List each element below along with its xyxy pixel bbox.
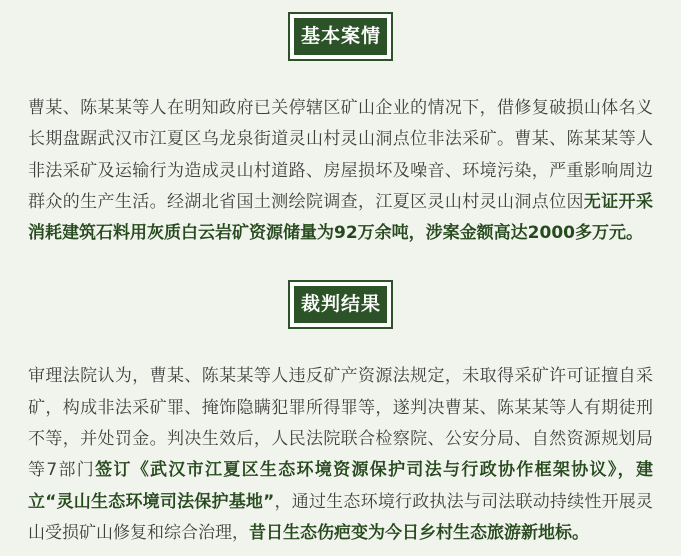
badge-judgment-result: 裁判结果 [290,282,391,327]
text-segment-judgment-bold-2: 昔日生态伤疤变为今日乡村生态旅游新地标。 [249,522,589,543]
text-segment-judgment-regular-1: 审理法院认为，曹某、陈某某等人违反矿产资源法规定，未取得采矿许可证擅自采矿，构成非法采矿罪、掩饰隐瞒犯罪所得罪等，遂判决曹某、陈某某等人有期徒刑不等，并处罚金。判决生效后，人民法院联合检察院、公安分局、自然资源规划局等7部门 [28,366,653,481]
section-judgment-header [28,282,653,327]
badge-basic-facts: 基本案情 [290,14,391,59]
text-segment-basic-facts-regular: 曹某、陈某某等人在明知政府已关停辖区矿山企业的情况下，借修复破损山体名义长期盘踞武汉市江夏区乌龙泉街道灵山村灵山洞点位非法采矿。曹某、陈某某等人非法采矿及运输行为造成灵山村道路、房屋损坏及噪音、环境污染，严重影响周边群众的生产生活。经湖北省国土测绘院调查，江夏区灵山村灵山洞点位因 [28,98,653,212]
section-basic-facts-header [28,14,653,59]
paragraph-judgment-result [28,361,653,549]
text-segment-judgment-regular-2: ，通过生态环境行政执法与司法联动持续性开展灵山受损矿山修复和综合治理， [28,491,653,543]
text-segment-basic-facts-bold: 无证开采消耗建筑石料用灰质白云岩矿资源储量为92万余吨，涉案金额高达2000多万元。 [28,191,654,244]
text-segment-judgment-bold-1: 签订《武汉市江夏区生态环境资源保护司法与行政协作框架协议》，建立“灵山生态环境司法保护基地” [28,460,653,512]
paragraph-basic-facts [28,93,653,249]
